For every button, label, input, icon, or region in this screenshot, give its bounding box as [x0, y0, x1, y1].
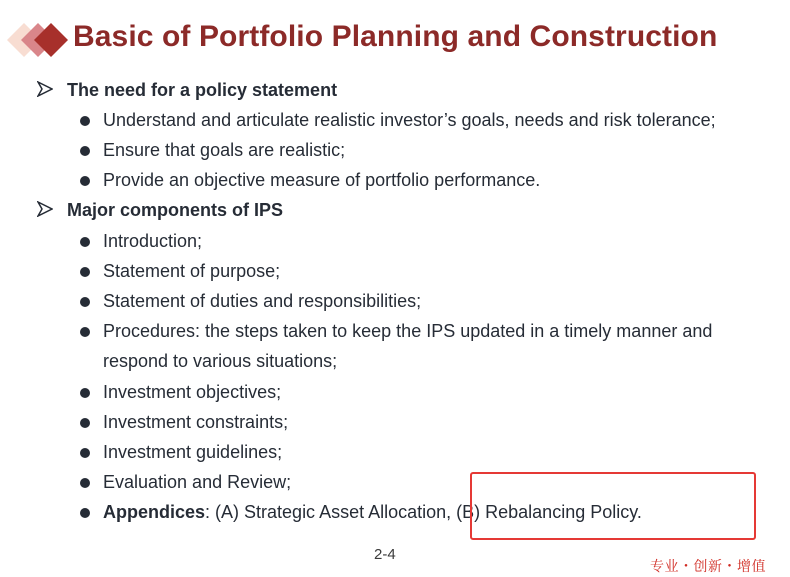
bullet-dot-icon [80, 237, 90, 247]
list-item-continuation: respond to various situations; [103, 351, 338, 371]
bullet-dot-icon [80, 297, 90, 307]
arrow-bullet-icon [37, 81, 53, 97]
highlight-box [470, 472, 756, 540]
slogan: 专业・创新・增值 [650, 558, 766, 574]
bullet-dot-icon [80, 418, 90, 428]
bullet-dot-icon [80, 478, 90, 488]
bullet-dot-icon [80, 448, 90, 458]
bullet-dot-icon [80, 508, 90, 518]
page-title: Basic of Portfolio Planning and Construction [73, 20, 718, 53]
appendices-detail: : (A) Strategic Asset Allocation, (B) Rebalancing Policy. [205, 502, 642, 522]
arrow-bullet-icon [37, 201, 53, 217]
bullet-dot-icon [80, 176, 90, 186]
bullet-dot-icon [80, 267, 90, 277]
bullet-dot-icon [80, 146, 90, 156]
bullet-dot-icon [80, 388, 90, 398]
logo-diamonds-icon [6, 20, 68, 60]
section-heading-text: Major components of IPS [67, 200, 284, 220]
bullet-dot-icon [80, 327, 90, 337]
appendices-label: Appendices [103, 502, 206, 522]
section-heading-text: The need for a policy statement [67, 80, 338, 100]
bullet-dot-icon [80, 116, 90, 126]
page-number: 2-4 [374, 546, 396, 563]
